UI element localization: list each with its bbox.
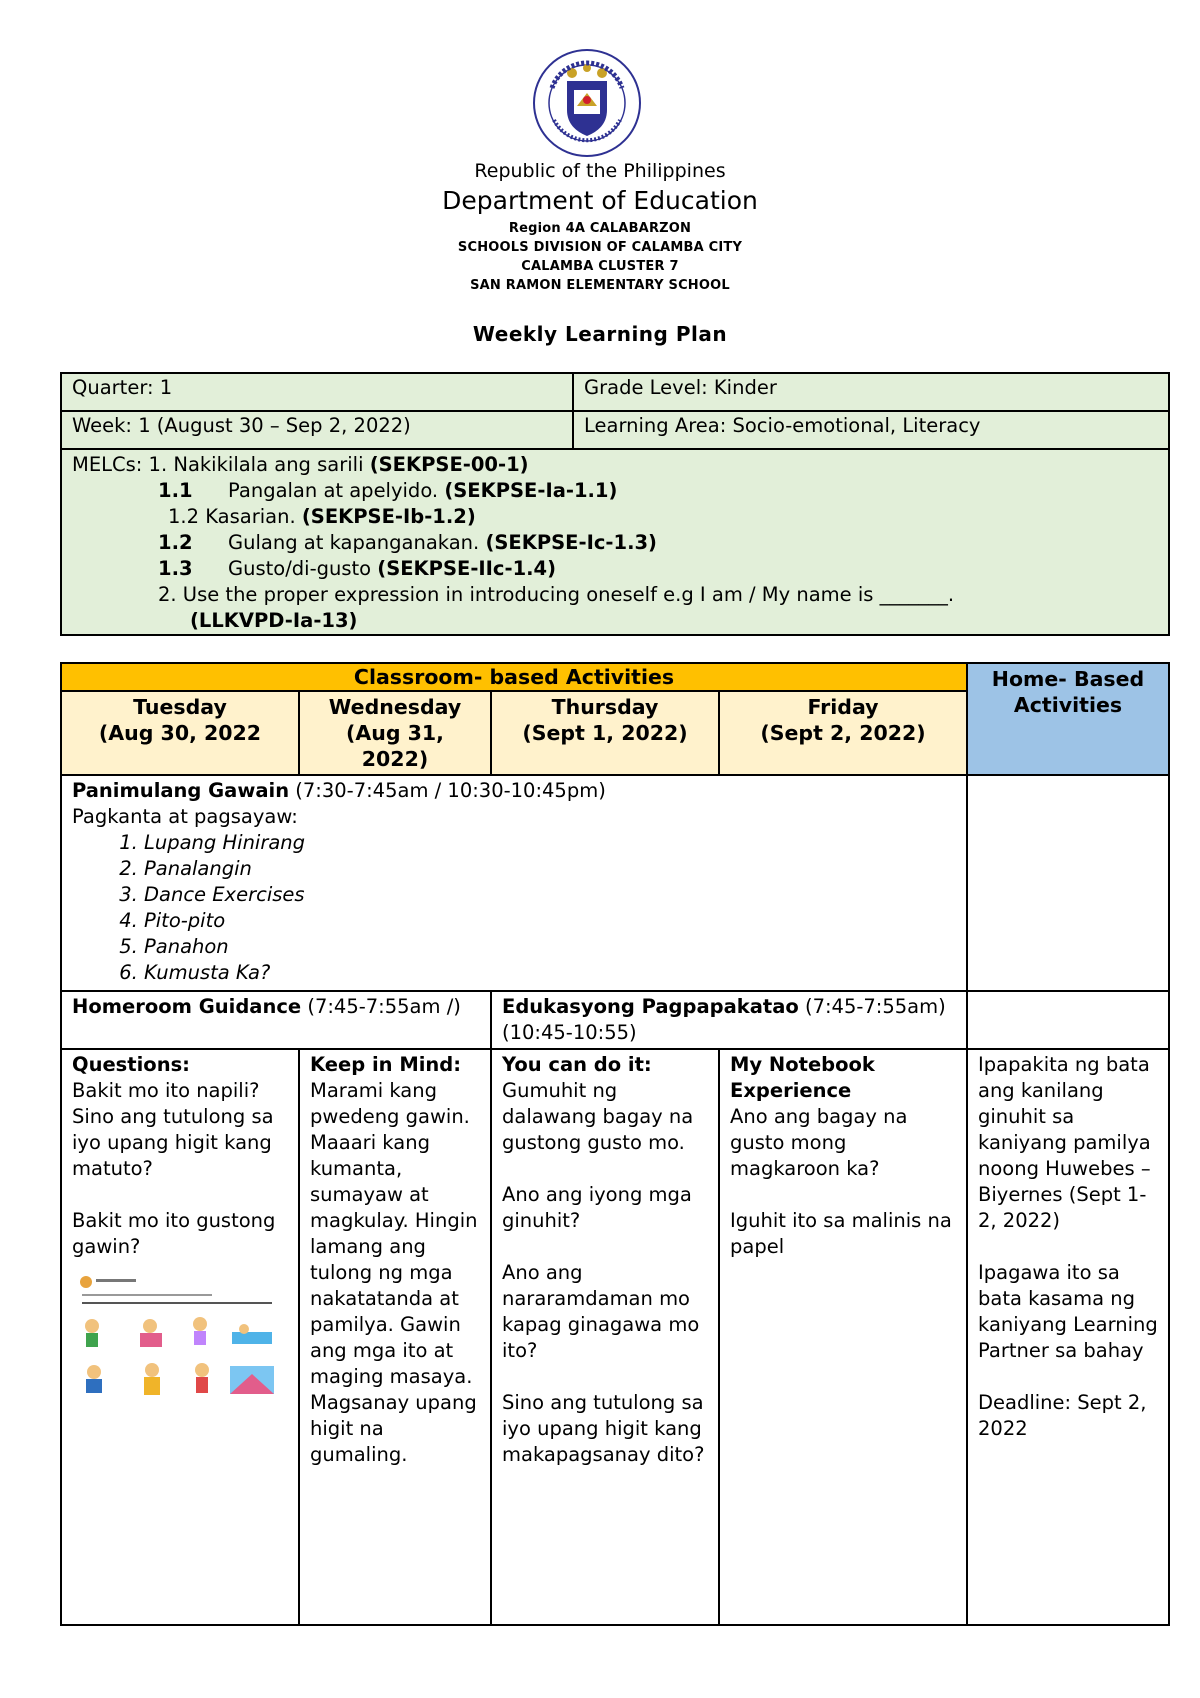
song-list: 1. Lupang Hinirang 2. Panalangin 3. Dance Exercises 4. Pito-pito 5. Panahon 6. Kumusta Ka? <box>72 830 956 986</box>
homeroom-cell: Homeroom Guidance (7:45-7:55am /) <box>61 991 491 1049</box>
home-empty-cell-1 <box>967 775 1169 991</box>
home-activities-header: Home- Based Activities <box>967 663 1169 775</box>
learning-area-cell: Learning Area: Socio-emotional, Literacy <box>573 411 1169 449</box>
division-line: SCHOOLS DIVISION OF CALAMBA CITY <box>457 240 743 255</box>
week-cell: Week: 1 (August 30 – Sep 2, 2022) <box>61 411 573 449</box>
questions-cell: Questions: Bakit mo ito napili? Sino ang tutulong sa iyo upang higit kang matuto? Bakit mo ito gustong gawin? <box>61 1049 299 1625</box>
edukasyon-cell: Edukasyong Pagpapakatao (7:45-7:55am)(10:45-10:55) <box>491 991 967 1049</box>
melc-line-1: MELCs: 1. Nakikilala ang sarili (SEKPSE-00-1) <box>72 453 529 476</box>
home-activity-cell: Ipapakita ng bata ang kanilang ginuhit sa kaniyang pamilya noong Huwebes – Biyernes (Sept 1-2, 2022) Ipagawa ito sa bata kasama ng kaniyang Learning Partner sa bahay Deadline: Sept 2, 2022 <box>967 1049 1169 1625</box>
melc-line-1-2: 1.2 Kasarian. (SEKPSE-Ib-1.2) <box>168 505 476 528</box>
melc-line-1-3: 1.2 Gulang at kapanganakan. (SEKPSE-Ic-1.3) <box>158 531 657 554</box>
you-can-do-it-cell: You can do it: Gumuhit ng dalawang bagay na gustong gusto mo. Ano ang iyong mga ginuhit? Ano ang nararamdaman mo kapag ginagawa mo ito? Sino ang tutulong sa iyo upang higit kang makapagsanay dito? <box>491 1049 719 1625</box>
melc-line-1-1: 1.1 Pangalan at apelyido. (SEKPSE-Ia-1.1) <box>158 479 618 502</box>
notebook-cell: My Notebook Experience Ano ang bagay na gusto mong magkaroon ka? Iguhit ito sa malinis na papel <box>719 1049 967 1625</box>
day-friday: Friday (Sept 2, 2022) <box>719 691 967 775</box>
worksheet-illustration <box>72 1274 277 1404</box>
classroom-activities-header: Classroom- based Activities <box>61 663 967 691</box>
panimula-cell: Panimulang Gawain (7:30-7:45am / 10:30-10:45pm) Pagkanta at pagsayaw: 1. Lupang Hinirang 2. Panalangin 3. Dance Exercises 4. Pito-pito 5. Panahon 6. Kumusta Ka? <box>61 775 967 991</box>
grade-level-cell: Grade Level: Kinder <box>573 373 1169 411</box>
republic-line: Republic of the Philippines <box>474 160 726 182</box>
region-line: Region 4A CALABARZON <box>508 221 692 236</box>
school-line: SAN RAMON ELEMENTARY SCHOOL <box>470 278 730 293</box>
day-thursday: Thursday (Sept 1, 2022) <box>491 691 719 775</box>
document-title: Weekly Learning Plan <box>472 322 728 346</box>
day-wednesday: Wednesday (Aug 31, 2022) <box>299 691 491 775</box>
deped-seal-logo <box>532 48 642 158</box>
day-tuesday: Tuesday (Aug 30, 2022 <box>61 691 299 775</box>
melc-line-1-4: 1.3 Gusto/di-gusto (SEKPSE-IIc-1.4) <box>158 557 557 580</box>
cluster-line: CALAMBA CLUSTER 7 <box>521 259 679 274</box>
keep-in-mind-cell: Keep in Mind: Marami kang pwedeng gawin. Maaari kang kumanta, sumayaw at magkulay. Hingin lamang ang tulong ng mga nakatatanda at pamilya. Gawin ang mga ito at maging masaya. Magsanay upang higit na gumaling. <box>299 1049 491 1625</box>
melcs-cell <box>61 449 1169 635</box>
home-empty-cell-2 <box>967 991 1169 1049</box>
info-table <box>60 372 1170 636</box>
quarter-cell: Quarter: 1 <box>61 373 573 411</box>
plan-table <box>60 662 1170 1626</box>
melc-line-2-code: (LLKVPD-Ia-13) <box>190 609 358 632</box>
melc-line-2: 2. Use the proper expression in introducing oneself e.g I am / My name is _______. <box>158 583 955 606</box>
department-title: Department of Education <box>442 186 758 215</box>
